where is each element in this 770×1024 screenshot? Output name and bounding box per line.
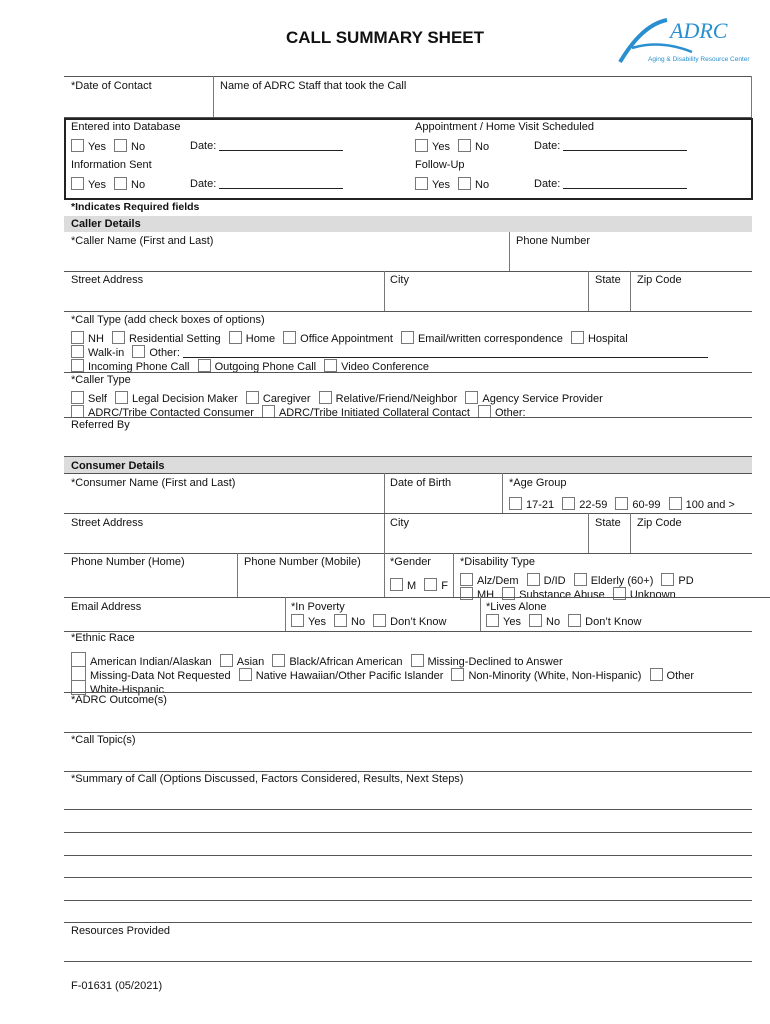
disability-unknown-checkbox[interactable]	[613, 587, 626, 600]
call-type-nh-checkbox[interactable]	[71, 331, 84, 344]
ethnic-american-indian-checkbox[interactable]	[71, 652, 86, 667]
caller-name-label[interactable]: *Caller Name (First and Last)	[71, 235, 214, 247]
gender-f-checkbox[interactable]	[424, 578, 437, 591]
entered-database-label: Entered into Database	[71, 121, 181, 133]
phone-home-label[interactable]: Phone Number (Home)	[71, 556, 185, 568]
dob-label[interactable]: Date of Birth	[390, 477, 452, 489]
ethnic-options-3: White-Hispanic	[71, 680, 169, 696]
call-topic-label[interactable]: *Call Topic(s)	[71, 734, 136, 746]
followup-label: Follow-Up	[415, 159, 465, 171]
call-type-options: NH Residential Setting Home Office Appointment Email/written correspondence Hospital	[71, 331, 633, 345]
entered-no-checkbox[interactable]	[114, 139, 127, 152]
staff-name-label: Name of ADRC Staff that took the Call	[220, 80, 407, 92]
referred-by-label[interactable]: Referred By	[71, 419, 130, 431]
ethnic-non-minority-checkbox[interactable]	[451, 668, 464, 681]
age-17-21-checkbox[interactable]	[509, 497, 522, 510]
logo-subtext: Aging & Disability Resource Center	[648, 56, 750, 63]
call-type-other-field[interactable]	[183, 357, 708, 358]
entered-yes-checkbox[interactable]	[71, 139, 84, 152]
consumer-city-label[interactable]: City	[390, 517, 409, 529]
consumer-street-label[interactable]: Street Address	[71, 517, 144, 529]
summary-label[interactable]: *Summary of Call (Options Discussed, Factors Considered, Results, Next Steps)	[71, 773, 464, 785]
lives-alone-dontknow-checkbox[interactable]	[568, 614, 581, 627]
information-sent-label: Information Sent	[71, 159, 152, 171]
followup-options: Yes No	[415, 177, 494, 191]
consumer-state-label[interactable]: State	[595, 517, 621, 529]
summary-line[interactable]	[64, 832, 752, 833]
age-60-99-checkbox[interactable]	[615, 497, 628, 510]
caller-type-options-2: ADRC/Tribe Contacted Consumer ADRC/Tribe Initiated Collateral Contact Other:	[71, 405, 711, 419]
summary-line[interactable]	[64, 922, 752, 923]
required-note: *Indicates Required fields	[71, 201, 200, 213]
ethnic-race-label: *Ethnic Race	[71, 632, 135, 644]
caller-type-agency-checkbox[interactable]	[465, 391, 478, 404]
disability-options-2: MH Substance Abuse Unknown	[460, 587, 681, 601]
gender-m-checkbox[interactable]	[390, 578, 403, 591]
summary-line[interactable]	[64, 900, 752, 901]
appointment-label: Appointment / Home Visit Scheduled	[415, 121, 594, 133]
disability-substance-checkbox[interactable]	[502, 587, 515, 600]
poverty-options: Yes No Don’t Know	[291, 614, 451, 628]
caller-type-label: *Caller Type	[71, 374, 131, 386]
caller-type-self-checkbox[interactable]	[71, 391, 84, 404]
call-type-email-checkbox[interactable]	[401, 331, 414, 344]
caller-zip-label[interactable]: Zip Code	[637, 274, 682, 286]
disability-options: Alz/Dem D/ID Elderly (60+) PD	[460, 573, 699, 587]
age-group-options: 17-21 22-59 60-99 100 and >	[509, 497, 740, 511]
call-type-outgoing-checkbox[interactable]	[198, 359, 211, 372]
summary-line[interactable]	[64, 877, 752, 878]
disability-elderly-checkbox[interactable]	[574, 573, 587, 586]
caller-street-label[interactable]: Street Address	[71, 274, 144, 286]
info-sent-no-checkbox[interactable]	[114, 177, 127, 190]
disability-alzdem-checkbox[interactable]	[460, 573, 473, 586]
info-sent-options: Yes No	[71, 177, 150, 191]
poverty-dontknow-checkbox[interactable]	[373, 614, 386, 627]
caller-city-label[interactable]: City	[390, 274, 409, 286]
in-poverty-label: *In Poverty	[291, 601, 345, 613]
ethnic-not-requested-checkbox[interactable]	[71, 666, 86, 681]
ethnic-options: American Indian/Alaskan Asian Black/African American Missing-Declined to Answer	[71, 652, 568, 668]
appointment-no-checkbox[interactable]	[458, 139, 471, 152]
caller-type-legal-checkbox[interactable]	[115, 391, 128, 404]
call-type-options-3: Incoming Phone Call Outgoing Phone Call Video Conference	[71, 359, 434, 373]
followup-no-checkbox[interactable]	[458, 177, 471, 190]
ethnic-options-2: Missing-Data Not Requested Native Hawaiian/Other Pacific Islander Non-Minority (White, Non-Hispanic) Other	[71, 666, 699, 682]
entered-database-options: Yes No	[71, 139, 150, 153]
lives-alone-options: Yes No Don’t Know	[486, 614, 646, 628]
adrc-outcome-label[interactable]: *ADRC Outcome(s)	[71, 694, 167, 706]
caller-state-label[interactable]: State	[595, 274, 621, 286]
disability-did-checkbox[interactable]	[527, 573, 540, 586]
adrc-logo	[612, 12, 752, 68]
info-sent-yes-checkbox[interactable]	[71, 177, 84, 190]
summary-line[interactable]	[64, 809, 752, 810]
info-sent-date-field[interactable]: Date:	[190, 178, 343, 190]
followup-yes-checkbox[interactable]	[415, 177, 428, 190]
age-22-59-checkbox[interactable]	[562, 497, 575, 510]
lives-alone-yes-checkbox[interactable]	[486, 614, 499, 627]
lives-alone-label: *Lives Alone	[486, 601, 547, 613]
call-type-residential-checkbox[interactable]	[112, 331, 125, 344]
gender-options: M F	[390, 578, 453, 592]
ethnic-other-checkbox[interactable]	[650, 668, 663, 681]
caller-details-heading: Caller Details	[71, 218, 141, 230]
followup-date-field[interactable]: Date:	[534, 178, 687, 190]
lives-alone-no-checkbox[interactable]	[529, 614, 542, 627]
entered-date-field[interactable]: Date:	[190, 140, 343, 152]
disability-pd-checkbox[interactable]	[661, 573, 674, 586]
page-title: CALL SUMMARY SHEET	[285, 28, 485, 47]
caller-type-relative-checkbox[interactable]	[319, 391, 332, 404]
consumer-details-heading: Consumer Details	[71, 460, 165, 472]
consumer-name-label[interactable]: *Consumer Name (First and Last)	[71, 477, 236, 489]
call-type-walkin-checkbox[interactable]	[71, 345, 84, 358]
disability-mh-checkbox[interactable]	[460, 587, 473, 600]
caller-type-caregiver-checkbox[interactable]	[246, 391, 259, 404]
ethnic-hawaiian-checkbox[interactable]	[239, 668, 252, 681]
age-group-label: *Age Group	[509, 477, 567, 489]
gender-label: *Gender	[390, 556, 431, 568]
date-of-contact-label: *Date of Contact	[71, 80, 152, 92]
appointment-options: Yes No	[415, 139, 494, 153]
age-100-checkbox[interactable]	[669, 497, 682, 510]
logo-text: ADRC	[670, 18, 728, 43]
call-type-label: *Call Type (add check boxes of options)	[71, 314, 265, 326]
disability-type-label: *Disability Type	[460, 556, 535, 568]
email-label[interactable]: Email Address	[71, 601, 142, 613]
caller-type-options: Self Legal Decision Maker Caregiver Relative/Friend/Neighbor Agency Service Provider	[71, 391, 608, 405]
call-type-hospital-checkbox[interactable]	[571, 331, 584, 344]
call-type-office-checkbox[interactable]	[283, 331, 296, 344]
call-type-other-checkbox[interactable]	[132, 345, 145, 358]
consumer-zip-label[interactable]: Zip Code	[637, 517, 682, 529]
form-number: F-01631 (05/2021)	[71, 980, 163, 992]
poverty-yes-checkbox[interactable]	[291, 614, 304, 627]
phone-mobile-label[interactable]: Phone Number (Mobile)	[244, 556, 361, 568]
call-type-incoming-checkbox[interactable]	[71, 359, 84, 372]
appointment-date-field[interactable]: Date:	[534, 140, 687, 152]
call-type-options-2: Walk-in Other:	[71, 345, 708, 359]
call-type-video-checkbox[interactable]	[324, 359, 337, 372]
call-type-home-checkbox[interactable]	[229, 331, 242, 344]
summary-line[interactable]	[64, 855, 752, 856]
resources-provided-label[interactable]: Resources Provided	[71, 925, 171, 937]
poverty-no-checkbox[interactable]	[334, 614, 347, 627]
caller-phone-label[interactable]: Phone Number	[516, 235, 590, 247]
appointment-yes-checkbox[interactable]	[415, 139, 428, 152]
